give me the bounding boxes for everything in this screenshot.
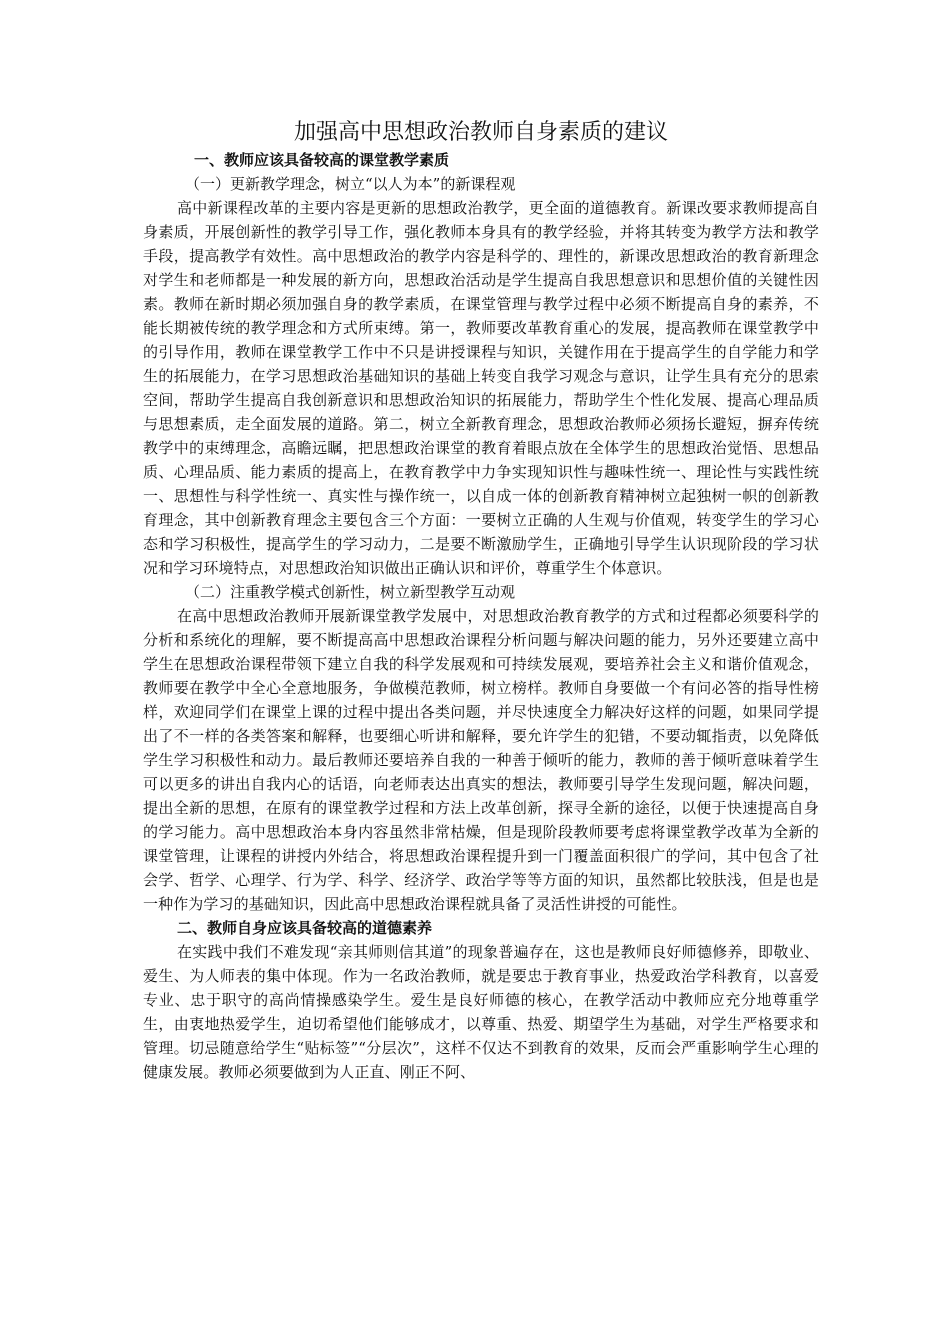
body-paragraph-3: 在实践中我们不难发现“亲其师则信其道”的现象普遍存在，这也是教师良好师德修养，即敬业、爱生、为人师表的集中体现。作为一名政治教师，就是要忠于教育事业，热爱政治学科教育，以喜爱专业、忠于职守的高尚情操感染学生。爱生是良好师德的核心，在教学活动中教师应充分地尊重学生，由衷地热爱学生，迫切希望他们能够成才，以尊重、热爱、期望学生为基础，对学生严格要求和管理。切忌随意给学生“贴标签”“分层次”，这样不仅达不到教育的效果，反而会严重影响学生心理的健康发展。教师必须要做到为人正直、刚正不阿、 [143,943,819,1081]
body-paragraph-1: 高中新课程改革的主要内容是更新的思想政治教学，更全面的道德教育。新课改要求教师提高自身素质，开展创新性的教学引导工作，强化教师本身具有的教学经验，并将其转变为教学方法和教学手段，提高教学有效性。高中思想政治的教学内容是科学的、理性的，新课改思想政治的教育新理念对学生和老师都是一种发展的新方向，思想政治活动是学生提高自我思想意识和思想价值的关键性因素。教师在新时期必须加强自身的教学素质，在课堂管理与教学过程中必须不断提高自身的素养，不能长期被传统的教学理念和方式所束缚。第一，教师要改革教育重心的发展，提高教师在课堂教学中的引导作用，教师在课堂教学工作中不只是讲授课程与知识，关键作用在于提高学生的自学能力和学生的拓展能力，在学习思想政治基础知识的基础上转变自我学习观念与意识，让学生具有充分的思索空间，帮助学生提高自我创新意识和思想政治知识的拓展能力，帮助学生个性化发展、提高心理品质与思想素质，走全面发展的道路。第二，树立全新教育理念，思想政治教师必须扬长避短，摒弃传统教学中的束缚理念，高瞻远瞩，把思想政治课堂的教育着眼点放在全体学生的思想政治觉悟、思想品质、心理品质、能力素质的提高上，在教育教学中力争实现知识性与趣味性统一、理论性与实践性统一、思想性与科学性统一、真实性与操作统一，以自成一体的创新教育精神树立起独树一帜的创新教育理念，其中创新教育理念主要包含三个方面：一要树立正确的人生观与价值观，转变学生的学习心态和学习积极性，提高学生的学习动力，二是要不断激励学生，正确地引导学生认识现阶段的学习状况和学习环境特点，对思想政治知识做出正确认识和评价，尊重学生个体意识。 [143,199,819,577]
subsection-heading-2: （二）注重教学模式创新性，树立新型教学互动观 [185,583,516,601]
document-page [143,118,819,1084]
body-paragraph-2: 在高中思想政治教师开展新课堂教学发展中，对思想政治教育教学的方式和过程都必须要科学的分析和系统化的理解，要不断提高高中思想政治课程分析问题与解决问题的能力，另外还要建立高中学生在思想政治课程带领下建立自我的科学发展观和可持续发展观，要培养社会主义和谐价值观念，教师要在教学中全心全意地服务，争做模范教师，树立榜样。教师自身要做一个有问必答的指导性榜样，欢迎同学们在课堂上课的过程中提出各类问题，并尽快速度全力解决好这样的问题，如果同学提出了不一样的各类答案和解释，也要细心听讲和解释，要允许学生的犯错，不要动辄指责，以免降低学生学习积极性和动力。最后教师还要培养自我的一种善于倾听的能力，教师的善于倾听意味着学生可以更多的讲出自我内心的话语，向老师表达出真实的想法，教师要引导学生发现问题，解决问题，提出全新的思想，在原有的课堂教学过程和方法上改革创新，探寻全新的途径，以便于快速提高自身的学习能力。高中思想政治本身内容虽然非常枯燥，但是现阶段教师要考虑将课堂教学改革为全新的课堂管理，让课程的讲授内外结合，将思想政治课程提升到一门覆盖面积很广的学问，其中包含了社会学、哲学、心理学、行为学、科学、经济学、政治学等等方面的知识，虽然都比较肤浅，但是也是一种作为学习的基础知识，因此高中思想政治课程就具备了灵活性讲授的可能性。 [143,607,819,913]
section-heading-1: 一、教师应该具备较高的课堂教学素质 [194,151,450,169]
subsection-heading-1: （一）更新教学理念，树立“以人为本”的新课程观 [185,175,516,193]
section-heading-2: 二、教师自身应该具备较高的道德素养 [177,919,433,937]
document-title: 加强高中思想政治教师自身素质的建议 [293,120,668,145]
